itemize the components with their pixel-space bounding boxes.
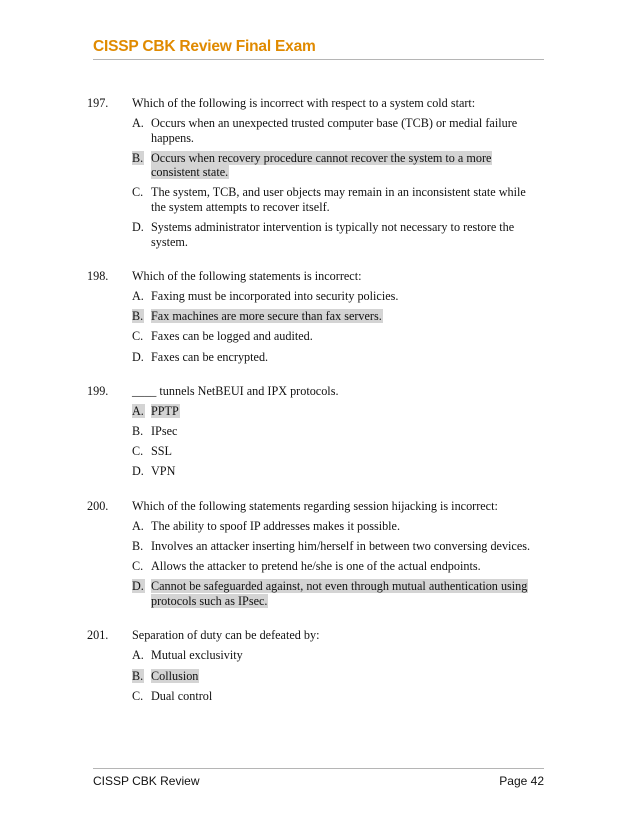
answer-options xyxy=(132,289,547,364)
option-text: Systems administrator intervention is typically not necessary to restore the system. xyxy=(151,220,515,249)
answer-options xyxy=(132,116,547,249)
answer-option xyxy=(132,350,547,365)
option-text: Collusion xyxy=(151,668,199,683)
question-item xyxy=(87,384,547,479)
option-letter: D. xyxy=(132,220,144,235)
answer-option xyxy=(132,424,547,439)
answer-option-highlighted xyxy=(132,309,547,324)
option-text: The ability to spoof IP addresses makes it possible. xyxy=(151,519,401,533)
question-text: Which of the following statements regarding session hijacking is incorrect: xyxy=(132,499,498,513)
option-letter: A. xyxy=(132,519,144,533)
option-letter: B. xyxy=(132,150,144,165)
question-text: Separation of duty can be defeated by: xyxy=(132,628,320,643)
question-item xyxy=(87,96,547,249)
question-header xyxy=(87,384,547,404)
option-letter: A. xyxy=(132,648,144,663)
option-text: IPsec xyxy=(151,424,178,439)
option-text: The system, TCB, and user objects may remain in an inconsistent state while the system attempts to recover itself. xyxy=(151,185,526,214)
header-divider xyxy=(93,59,544,60)
answer-option-highlighted xyxy=(132,404,547,419)
answer-option-highlighted xyxy=(132,151,547,180)
option-letter: C. xyxy=(132,329,144,344)
option-text: Faxing must be incorporated into security policies. xyxy=(151,289,399,304)
option-letter: C. xyxy=(132,444,144,459)
option-letter: D. xyxy=(132,464,144,479)
question-number: 198. xyxy=(87,269,109,284)
answer-option xyxy=(132,689,547,704)
question-list xyxy=(87,96,547,723)
answer-option-highlighted xyxy=(132,669,547,684)
answer-options xyxy=(132,519,547,608)
answer-option xyxy=(132,519,547,534)
option-letter: B. xyxy=(132,309,144,324)
option-text: VPN xyxy=(151,464,176,479)
option-letter: C. xyxy=(132,559,144,574)
answer-option xyxy=(132,329,547,344)
option-text: Involves an attacker inserting him/herself in between two conversing devices. xyxy=(151,539,531,554)
question-number: 197. xyxy=(87,96,109,110)
question-header xyxy=(87,269,547,289)
answer-option xyxy=(132,220,547,249)
answer-option-highlighted xyxy=(132,579,547,608)
answer-option xyxy=(132,444,547,459)
question-text: Which of the following statements is incorrect: xyxy=(132,269,362,284)
option-text: Fax machines are more secure than fax servers. xyxy=(151,309,382,324)
option-text: Cannot be safeguarded against, not even through mutual authentication using protocols such as IPsec. xyxy=(151,579,528,608)
question-item xyxy=(87,269,547,364)
option-letter: B. xyxy=(132,424,144,439)
option-text: Dual control xyxy=(151,688,213,703)
option-text: Allows the attacker to pretend he/she is one of the actual endpoints. xyxy=(151,559,481,574)
option-letter: C. xyxy=(132,185,144,200)
question-item xyxy=(87,628,547,703)
answer-option xyxy=(132,289,547,304)
question-header xyxy=(87,499,547,519)
answer-option xyxy=(132,539,547,554)
option-text: Mutual exclusivity xyxy=(151,648,243,663)
question-number: 200. xyxy=(87,499,109,513)
footer-document-title: CISSP CBK Review xyxy=(93,774,200,788)
answer-options xyxy=(132,404,547,479)
question-number: 199. xyxy=(87,384,109,399)
answer-options xyxy=(132,648,547,703)
option-text: SSL xyxy=(151,444,173,459)
question-number: 201. xyxy=(87,628,109,643)
answer-option xyxy=(132,464,547,479)
question-header xyxy=(87,628,547,648)
option-text: Occurs when recovery procedure cannot recover the system to a more consistent state. xyxy=(151,150,492,180)
option-text: Faxes can be encrypted. xyxy=(151,349,269,364)
option-letter: B. xyxy=(132,539,144,554)
answer-option xyxy=(132,648,547,663)
answer-option xyxy=(132,185,547,214)
option-letter: B. xyxy=(132,668,144,683)
footer-divider xyxy=(93,768,544,769)
option-letter: C. xyxy=(132,688,144,703)
option-letter: A. xyxy=(132,289,144,304)
answer-option xyxy=(132,559,547,574)
question-text: Which of the following is incorrect with respect to a system cold start: xyxy=(132,96,476,110)
option-letter: D. xyxy=(132,579,144,594)
page-header-title: CISSP CBK Review Final Exam xyxy=(93,38,316,55)
footer-page-number: Page 42 xyxy=(499,774,544,788)
option-text: Occurs when an unexpected trusted computer base (TCB) or medial failure happens. xyxy=(151,116,518,145)
option-letter: A. xyxy=(132,404,144,419)
answer-option xyxy=(132,116,547,145)
question-header xyxy=(87,96,547,116)
question-text: ____ tunnels NetBEUI and IPX protocols. xyxy=(132,384,339,399)
option-letter: A. xyxy=(132,116,144,130)
option-letter: D. xyxy=(132,349,144,364)
option-text: PPTP xyxy=(151,404,179,419)
option-text: Faxes can be logged and audited. xyxy=(151,329,313,344)
question-item xyxy=(87,499,547,608)
